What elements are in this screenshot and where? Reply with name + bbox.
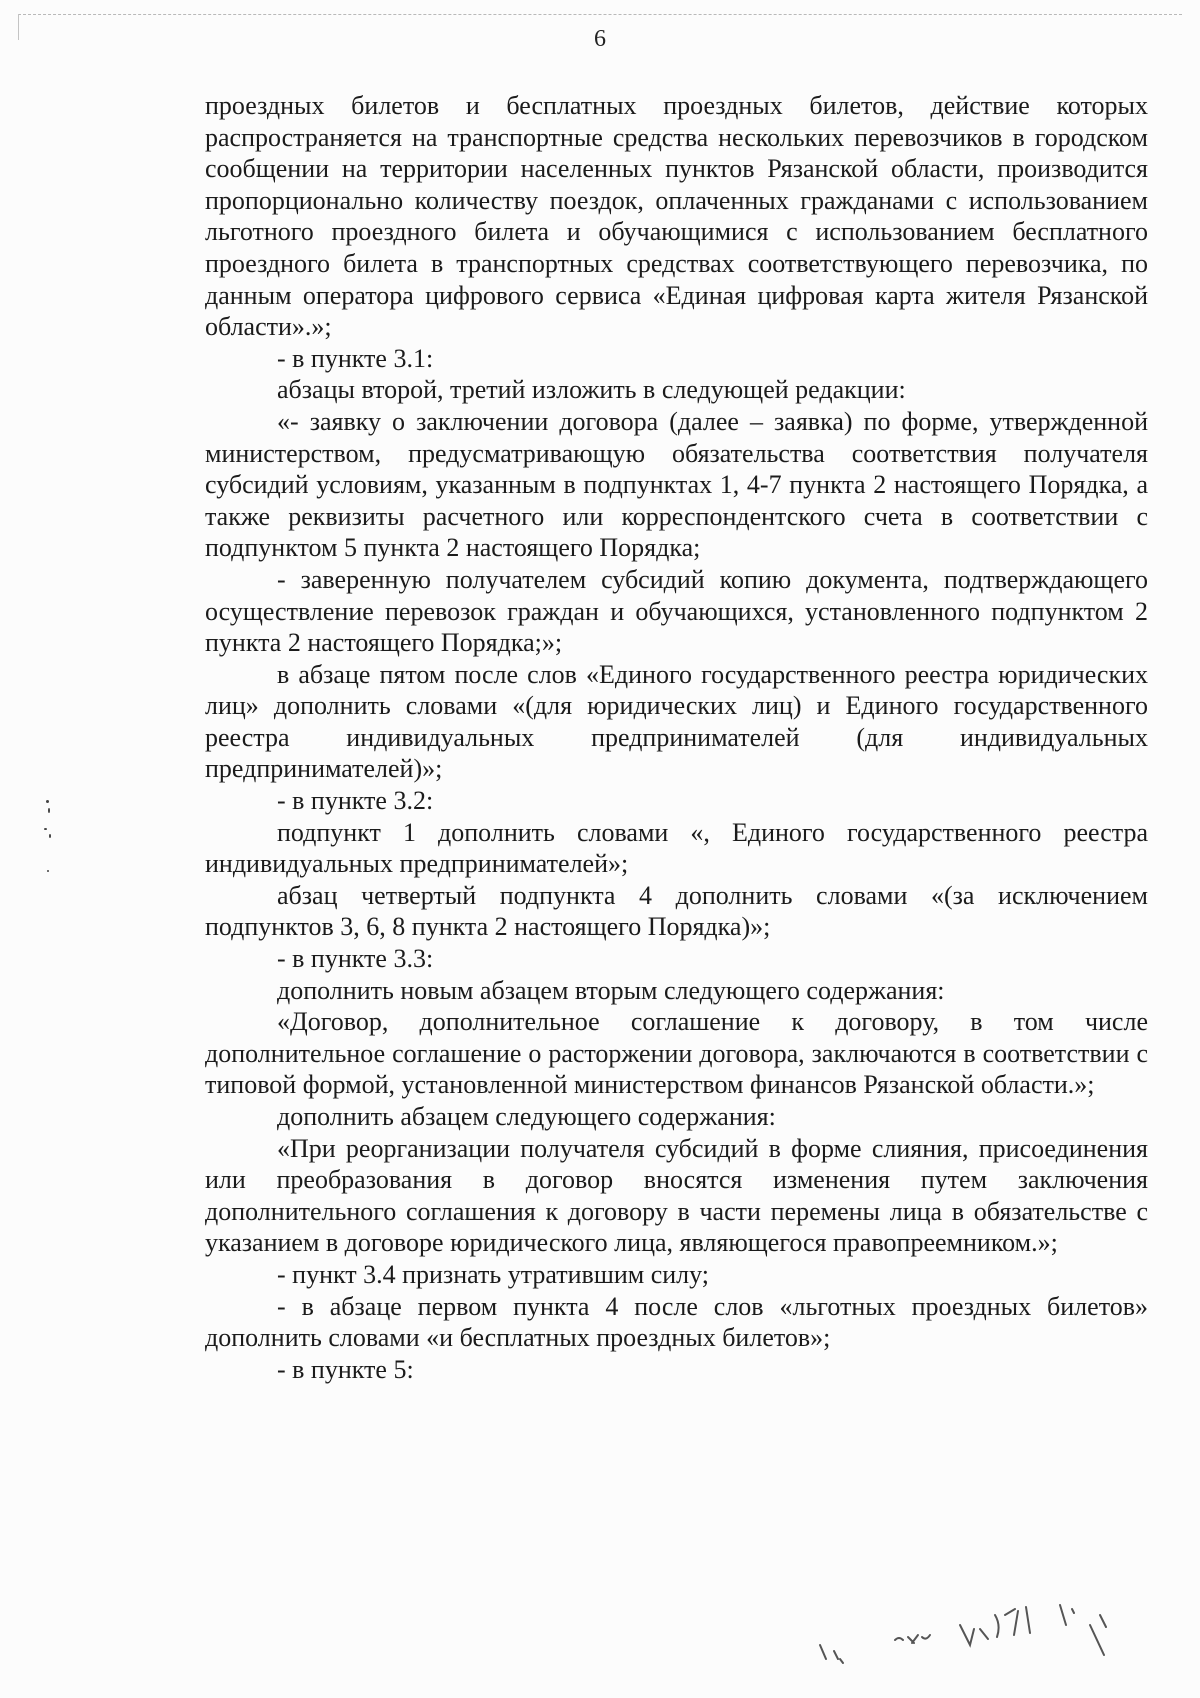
paragraph-16: - в абзаце первом пункта 4 после слов «льготных проездных билетов» дополнить словами «и бесплатных проездных билетов»;	[205, 1291, 1148, 1353]
document-body	[205, 90, 1148, 1385]
paragraph-15: - пункт 3.4 признать утратившим силу;	[277, 1259, 710, 1289]
paragraph-11: дополнить новым абзацем вторым следующего содержания:	[277, 975, 945, 1005]
paragraph-9: абзац четвертый подпункта 4 дополнить словами «(за исключением подпунктов 3, 6, 8 пункта 2 настоящего Порядка)»;	[205, 880, 1148, 942]
paragraph-14: «При реорганизации получателя субсидий в форме слияния, присоединения или преобразования в договор вносятся изменения путем заключения дополнительного соглашения к договору в части перемены лица в обязательстве с указанием в договоре юридического лица, являющегося правопреемником.»;	[205, 1133, 1148, 1258]
paragraph-7: - в пункте 3.2:	[277, 786, 434, 816]
page-number: 6	[594, 26, 606, 52]
paragraph-12: «Договор, дополнительное соглашение к договору, в том числе дополнительное соглашение о расторжении договора, заключаются в соответствии с типовой формой, установленной министерством финансов Рязанской области.»;	[205, 1007, 1148, 1100]
paragraph-17: - в пункте 5:	[277, 1354, 414, 1384]
paragraph-10: - в пункте 3.3:	[277, 944, 434, 974]
scan-border-top	[18, 14, 1182, 15]
paragraph-6: в абзаце пятом после слов «Единого государственного реестра юридических лиц» дополнить словами «(для юридических лиц) и Единого государственного реестра индивидуальных предпринимателей (для индивидуальных предпринимателей)»;	[205, 659, 1148, 784]
paragraph-5: - заверенную получателем субсидий копию документа, подтверждающего осуществление перевозок граждан и обучающихся, установленного подпунктом 2 пункта 2 настоящего Порядка;»;	[205, 564, 1148, 658]
paragraph-2: - в пункте 3.1:	[277, 343, 434, 373]
paragraph-1: проездных билетов и бесплатных проездных билетов, действие которых распространяется на транспортные средства нескольких перевозчиков в городском сообщении на территории населенных пунктов Рязанской области, производится пропорционально количеству поездок, оплаченных гражданами с использованием льготного проездного билета и обучающимися с использованием бесплатного проездного билета в транспортных средствах соответствующего перевозчика, по данным оператора цифрового сервиса «Единая цифровая карта жителя Рязанской области».»;	[205, 91, 1148, 342]
handwritten-signature	[800, 1585, 1130, 1675]
scan-specks	[40, 790, 70, 930]
paragraph-8: подпункт 1 дополнить словами «, Единого государственного реестра индивидуальных предпринимателей»;	[205, 817, 1148, 879]
paragraph-13: дополнить абзацем следующего содержания:	[277, 1102, 776, 1131]
paragraph-3: абзацы второй, третий изложить в следующей редакции:	[277, 375, 906, 405]
paragraph-4: «- заявку о заключении договора (далее – заявка) по форме, утвержденной министерством, предусматривающую обязательства соответствия получателя субсидий условиям, указанным в подпунктах 1, 4-7 пункта 2 настоящего Порядка, а также реквизиты расчетного или корреспондентского счета в соответствии с подпунктом 5 пункта 2 настоящего Порядка;	[205, 406, 1148, 563]
